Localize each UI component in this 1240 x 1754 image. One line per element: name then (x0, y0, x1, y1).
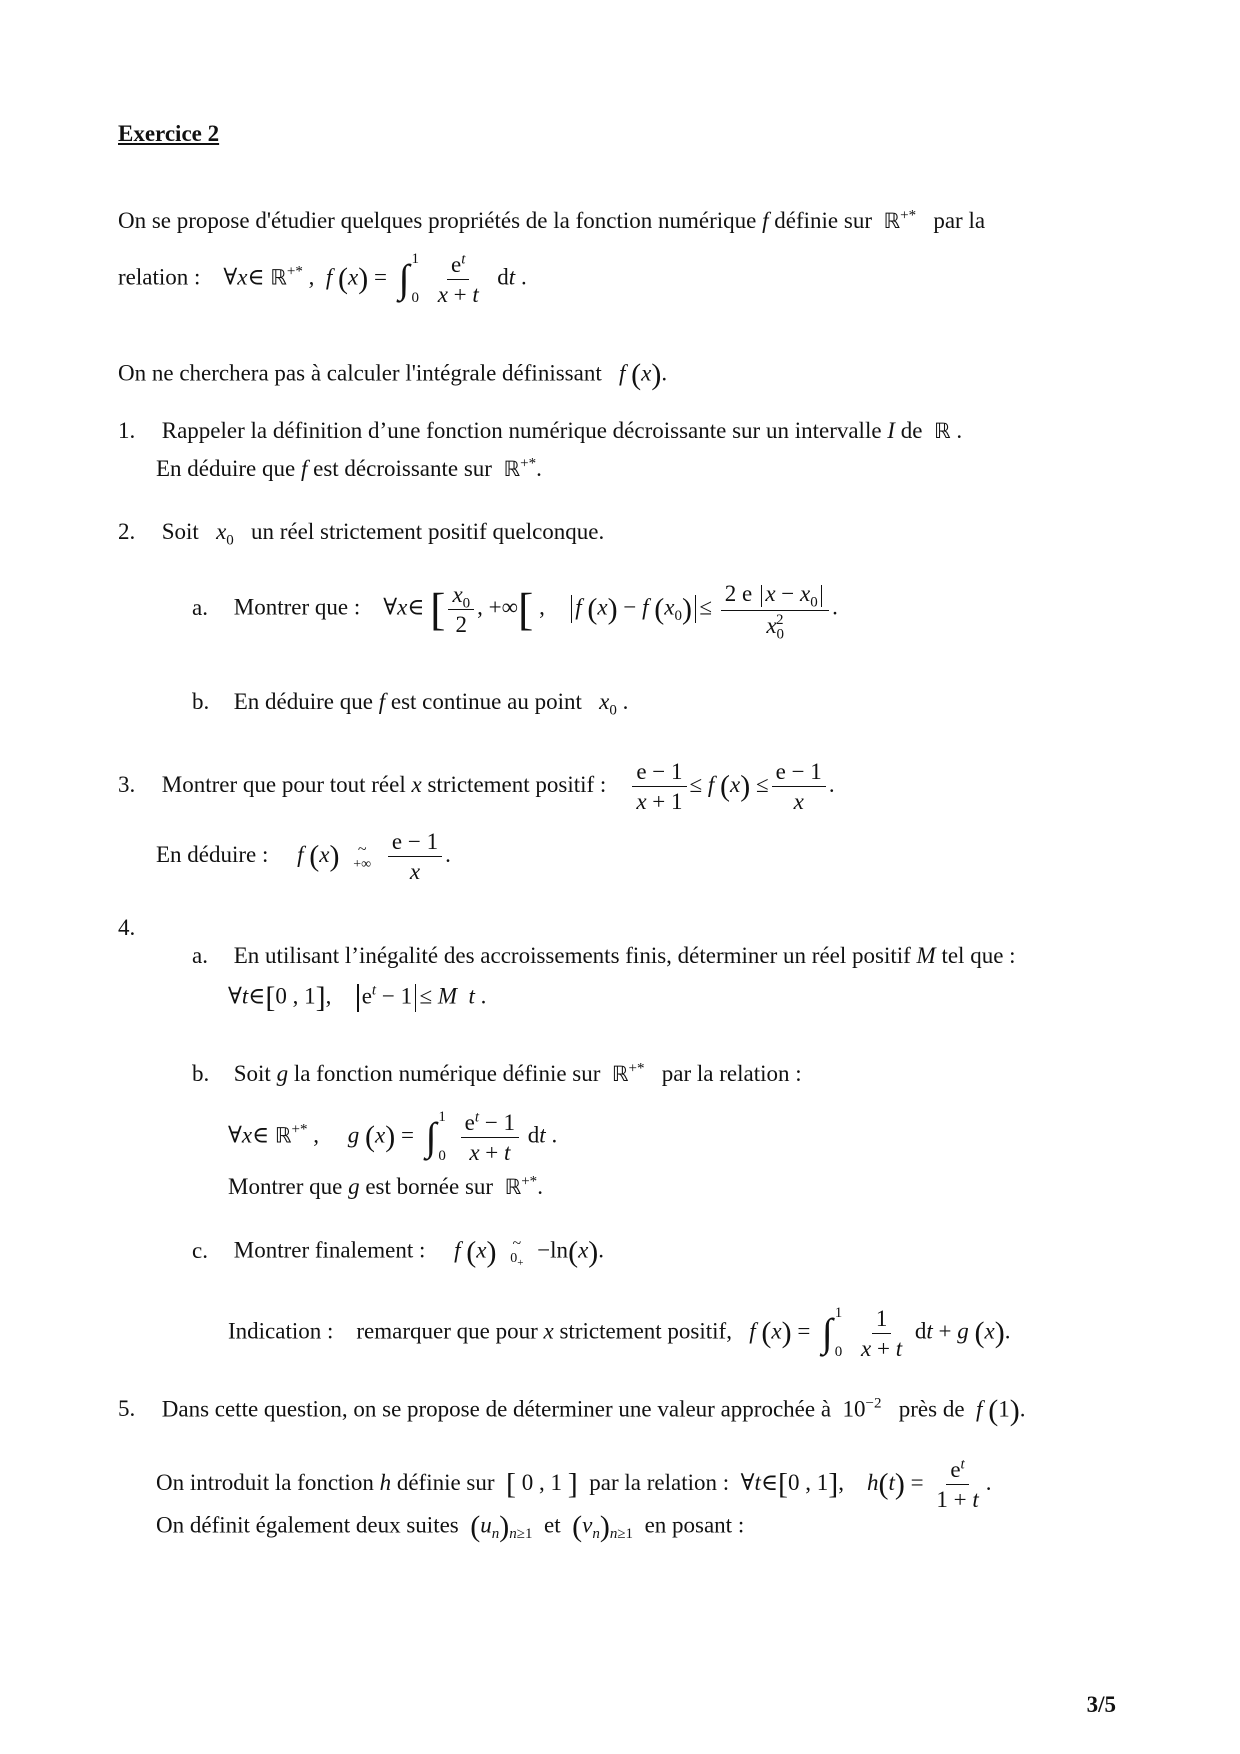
question-5-line-2: On introduit la fonction h définie sur [ 0 , 1 ] par la relation : ∀t∈[0 , 1], h(t) = $\frac{e^t}{1 + t}$ . (156, 1456, 992, 1512)
question-4-number: 4. (118, 915, 136, 940)
question-2a: a. Montrer que : ∀x∈ [ $\frac{x_0}{2}$ , +∞[ , f (x) − f $(x_0)$ ≤ $\frac{2 e x - x_0}{x_0^2}$ . (192, 581, 838, 643)
page-number: 3/5 (1086, 1692, 1116, 1717)
question-1-line-2: En déduire que f est décroissante sur ℝ+*. (156, 455, 542, 481)
question-4a-formula: ∀t∈[0 , 1], $e^t - 1 \le M$ t . (228, 981, 487, 1014)
relation-line: relation : ∀x∈ ℝ+* , f (x) = ∫ 1 0 $\frac{e^t}{x + t}$ dt . (118, 250, 527, 307)
question-1-line-1: 1. Rappeler la définition d’une fonction numérique décroissante sur un intervalle I de ℝ . (118, 418, 963, 443)
no-compute-line: On ne cherchera pas à calculer l'intégrale définissant f (x). (118, 358, 668, 391)
question-2b: b. En déduire que f est continue au point $x_0$ . (192, 689, 629, 719)
intro-line-1: On se propose d'étudier quelques propriétés de la fonction numérique f définie sur ℝ+* par la (118, 207, 986, 233)
question-3-deduce: En déduire : f (x) ~ +∞ $\frac{e - 1}{x}$ . (156, 829, 451, 884)
question-4c-hint: Indication : remarquer que pour x strictement positif, f (x) = ∫ 1 0 $\frac{1}{x + t}$ dt + g (x). (228, 1305, 1011, 1361)
exercise-title: Exercice 2 (118, 121, 220, 146)
question-5-line-3: On définit également deux suites $(u_n)_{n\ge 1}$ et $(v_n)_{n\ge 1}$ en posant : (156, 1510, 745, 1543)
question-4a: a. En utilisant l’inégalité des accroissements finis, déterminer un réel positif M tel que : (192, 943, 1016, 968)
question-3: 3. Montrer que pour tout réel x strictement positif : $\frac{e - 1}{x + 1}$ ≤ f (x) ≤ $\frac{e - 1}{x}$ . (118, 759, 835, 814)
question-4c: c. Montrer finalement : f (x) ~ $0_+$ −ln(x). (192, 1235, 605, 1269)
question-4b-formula: ∀x∈ ℝ+* , g (x) = ∫ 1 0 $\frac{e^t - 1}{x + t}$ dt . (228, 1108, 558, 1165)
question-4b-bounded: Montrer que g est bornée sur ℝ+*. (228, 1173, 543, 1199)
question-5: 5. Dans cette question, on se propose de déterminer une valeur approchée à $10^{-2}$ près de f (1). (118, 1394, 1026, 1427)
question-2-intro: 2. Soit $x_0$ un réel strictement positif quelconque. (118, 519, 605, 549)
question-4b: b. Soit g la fonction numérique définie sur ℝ+* par la relation : (192, 1060, 802, 1086)
